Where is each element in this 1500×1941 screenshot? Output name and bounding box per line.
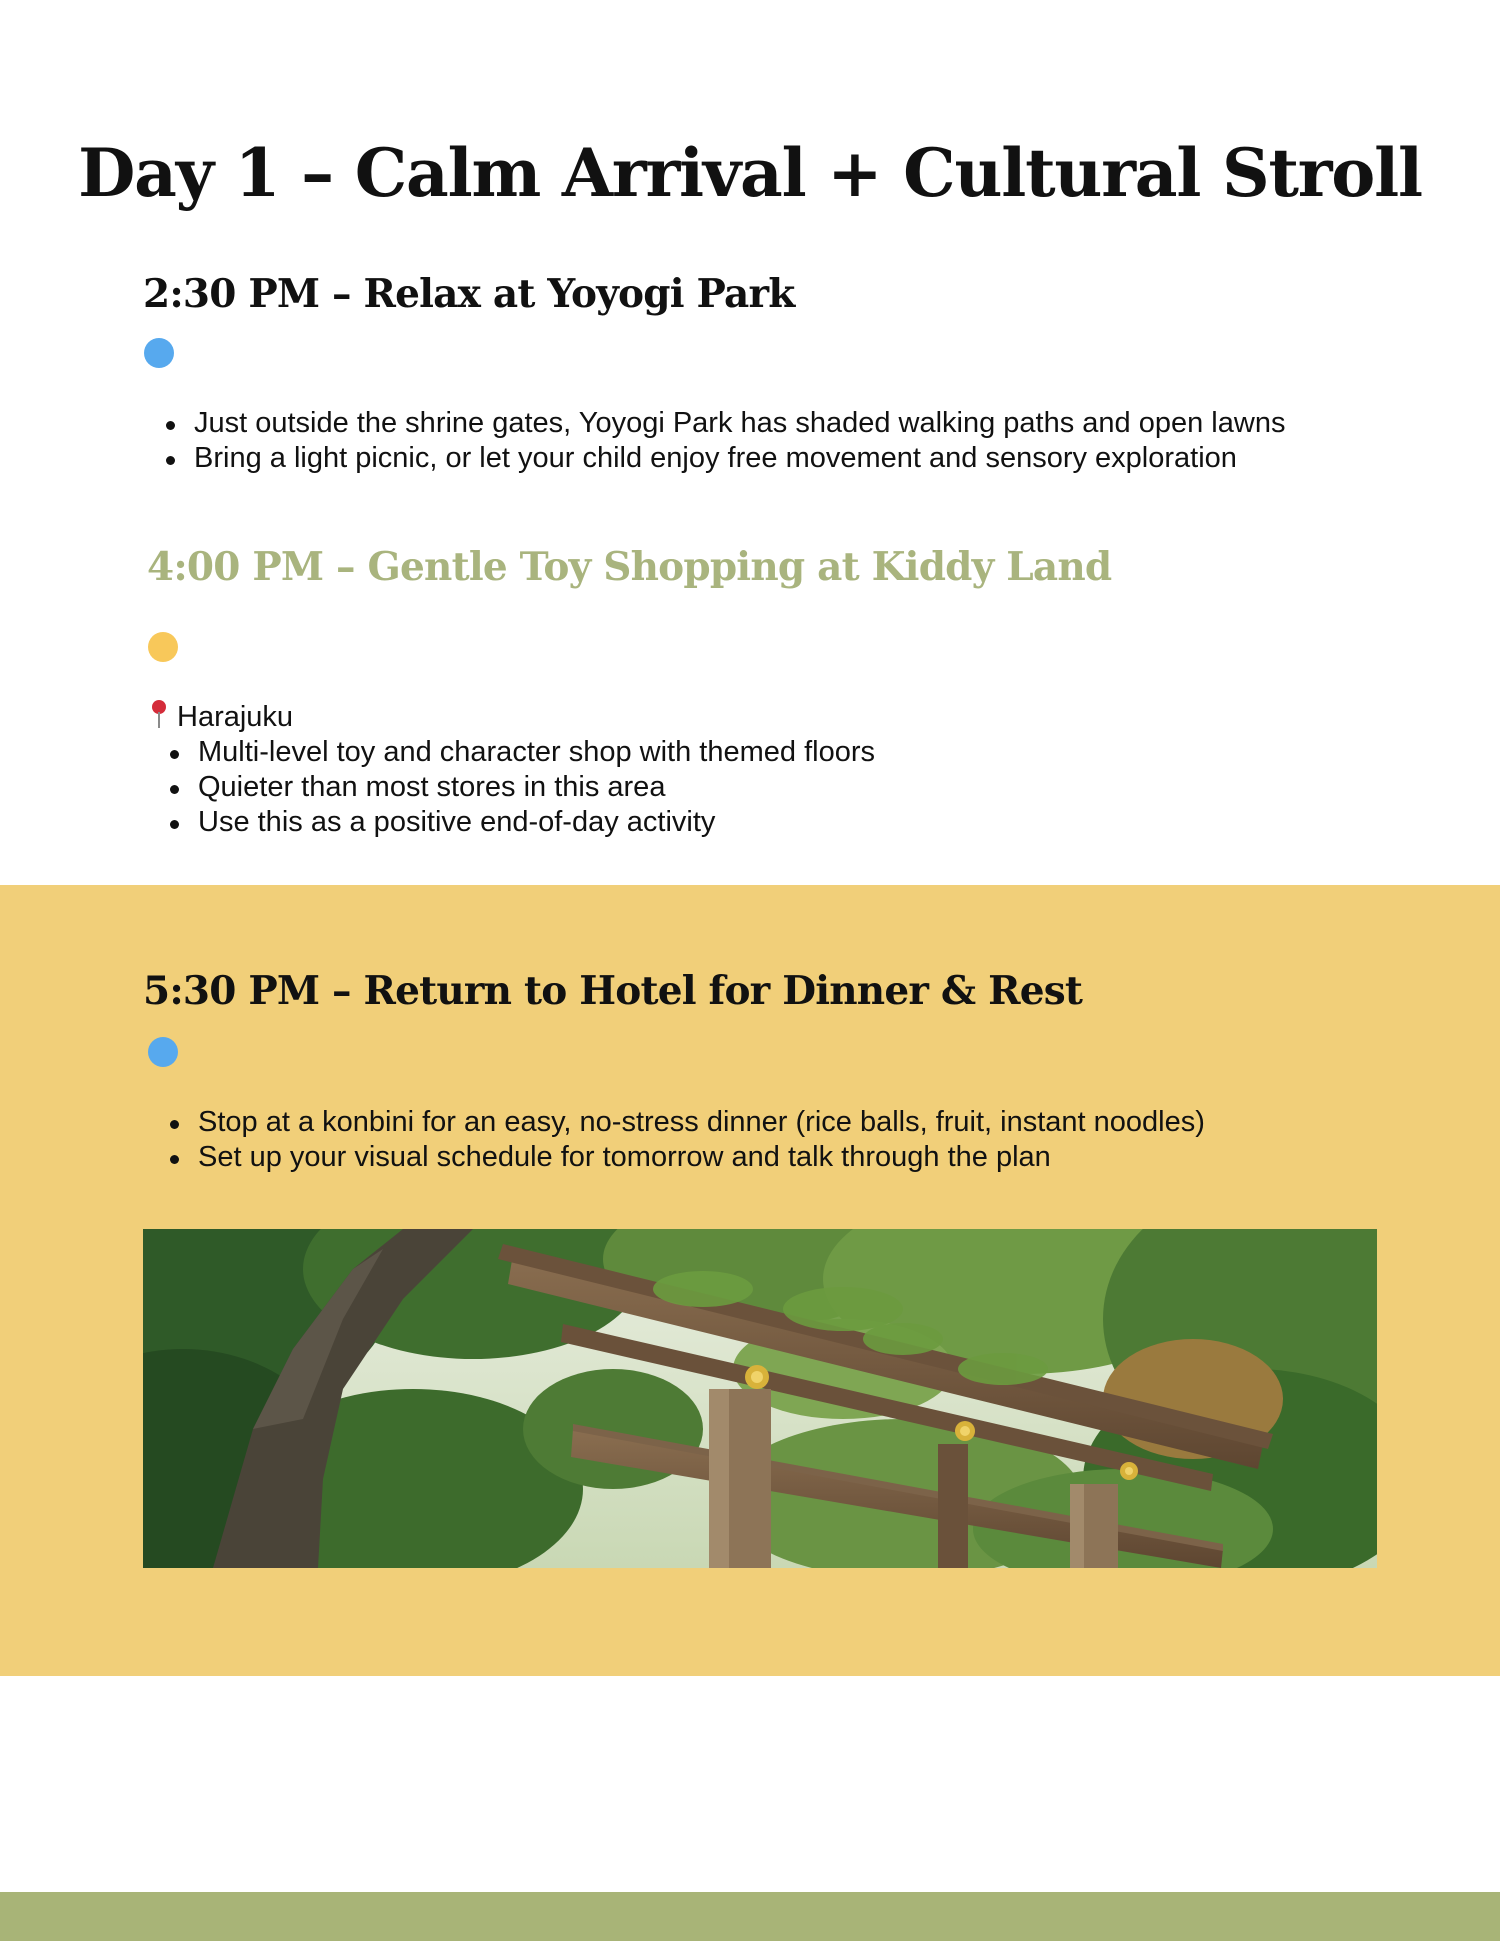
hotel-bullet-list [150,1105,1205,1175]
list-item: Set up your visual schedule for tomorrow and talk through the plan [150,1140,1205,1175]
list-item: Stop at a konbini for an easy, no-stress dinner (rice balls, fruit, instant noodles) [150,1105,1205,1140]
location-line [149,697,293,737]
footer-bar [0,1892,1500,1941]
list-item: Bring a light picnic, or let your child enjoy free movement and sensory exploration [146,441,1285,476]
section-heading-return-to-hotel: 5:30 PM – Return to Hotel for Dinner & Rest [143,968,1083,1014]
location-label: Harajuku [177,701,294,733]
yoyogi-bullet-list [146,406,1285,476]
torii-gate-photo [143,1229,1377,1568]
section-heading-yoyogi-park: 2:30 PM – Relax at Yoyogi Park [143,271,795,317]
yellow-dot-icon [148,632,178,662]
blue-dot-icon [144,338,174,368]
list-item: Quieter than most stores in this area [150,770,875,805]
blue-dot-icon [148,1037,178,1067]
map-pin-icon [149,700,169,730]
page-title: Day 1 – Calm Arrival + Cultural Stroll [78,134,1422,212]
section-heading-kiddy-land: 4:00 PM – Gentle Toy Shopping at Kiddy Land [147,544,1112,590]
list-item: Use this as a positive end-of-day activity [150,805,875,840]
list-item: Multi-level toy and character shop with themed floors [150,735,875,770]
list-item: Just outside the shrine gates, Yoyogi Park has shaded walking paths and open lawns [146,406,1285,441]
kiddy-land-bullet-list [150,735,875,840]
